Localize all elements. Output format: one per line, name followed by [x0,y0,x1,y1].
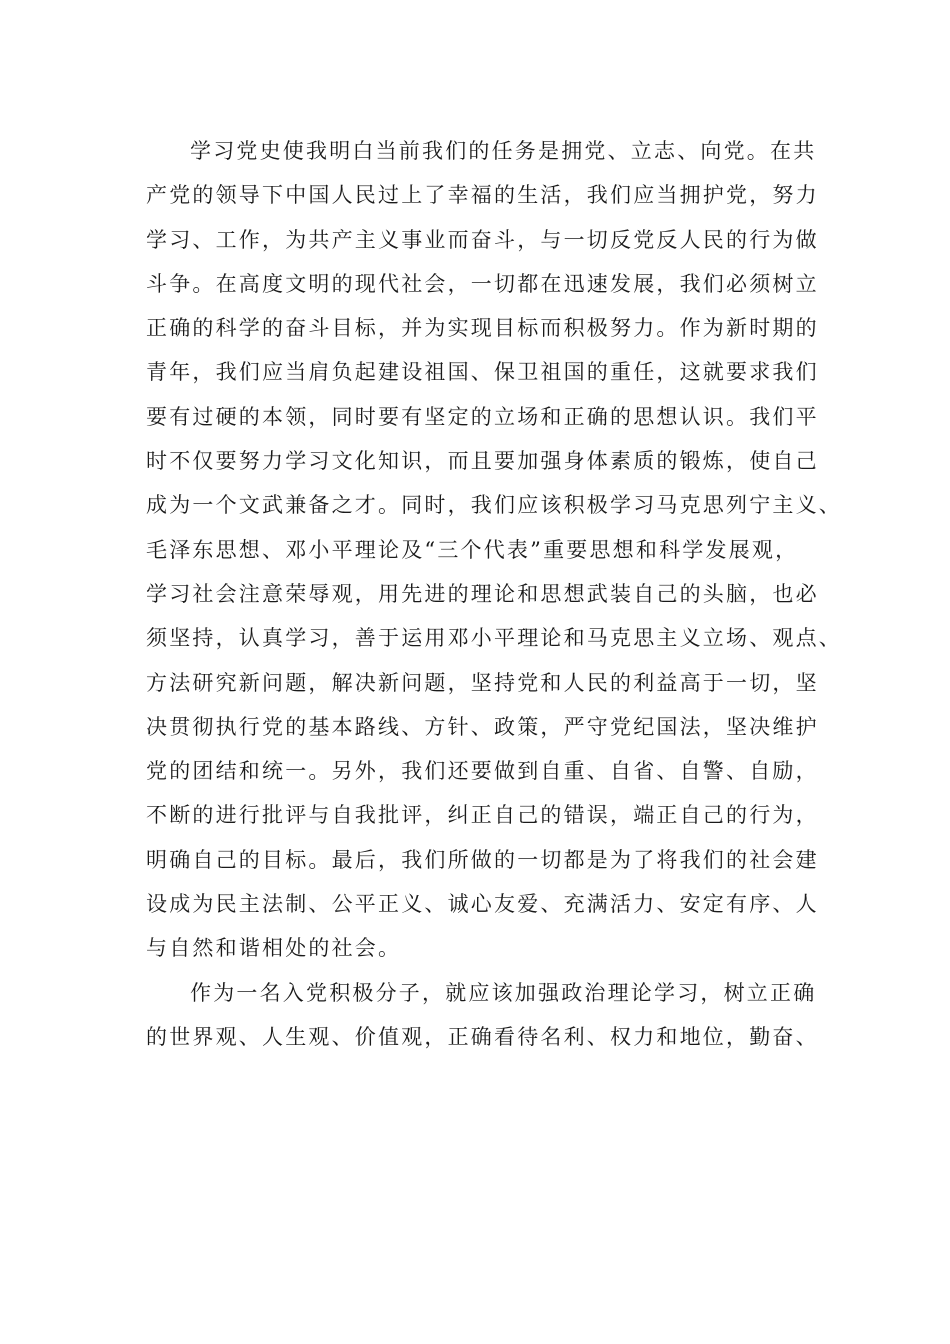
text-line: 明确自己的目标。最后，我们所做的一切都是为了将我们的社会建 [146,847,819,872]
text-line: 设成为民主法制、公平正义、诚心友爱、充满活力、安定有序、人 [146,892,819,917]
text-line: 党的团结和统一。另外，我们还要做到自重、自省、自警、自励， [146,759,819,784]
text-line: 与自然和谐相处的社会。 [146,936,402,961]
text-line: 学习党史使我明白当前我们的任务是拥党、立志、向党。在共 [190,139,817,163]
text-line: 不断的进行批评与自我批评，纠正自己的错误，端正自己的行为， [146,803,819,828]
text-line: 成为一个文武兼备之才。同时，我们应该积极学习马克思列宁主义、 [146,493,842,518]
text-line: 学习、工作，为共产主义事业而奋斗，与一切反党反人民的行为做 [146,227,819,252]
text-line: 方法研究新问题，解决新问题，坚持党和人民的利益高于一切，坚 [146,670,819,695]
document-body [146,129,842,1059]
text-line: 青年，我们应当肩负起建设祖国、保卫祖国的重任，这就要求我们 [146,360,819,385]
paragraph-1 [146,129,842,971]
text-line: 产党的领导下中国人民过上了幸福的生活，我们应当拥护党，努力 [146,183,819,208]
text-line: 作为一名入党积极分子，就应该加强政治理论学习，树立正确 [190,980,817,1005]
text-line: 学习社会注意荣辱观，用先进的理论和思想武装自己的头脑，也必 [146,581,819,606]
text-line: 决贯彻执行党的基本路线、方针、政策，严守党纪国法，坚决维护 [146,714,819,739]
text-line: 要有过硬的本领，同时要有坚定的立场和正确的思想认识。我们平 [146,404,819,429]
paragraph-2 [146,971,826,1060]
text-line: 须坚持，认真学习，善于运用邓小平理论和马克思主义立场、观点、 [146,626,842,651]
text-line: 正确的科学的奋斗目标，并为实现目标而积极努力。作为新时期的 [146,316,819,341]
text-line: 毛泽东思想、邓小平理论及“三个代表”重要思想和科学发展观， [146,537,799,562]
text-line: 时不仅要努力学习文化知识，而且要加强身体素质的锻炼，使自己 [146,449,819,474]
text-line: 斗争。在高度文明的现代社会，一切都在迅速发展，我们必须树立 [146,271,819,296]
text-line: 的世界观、人生观、价值观，正确看待名利、权力和地位，勤奋、 [146,1024,819,1049]
